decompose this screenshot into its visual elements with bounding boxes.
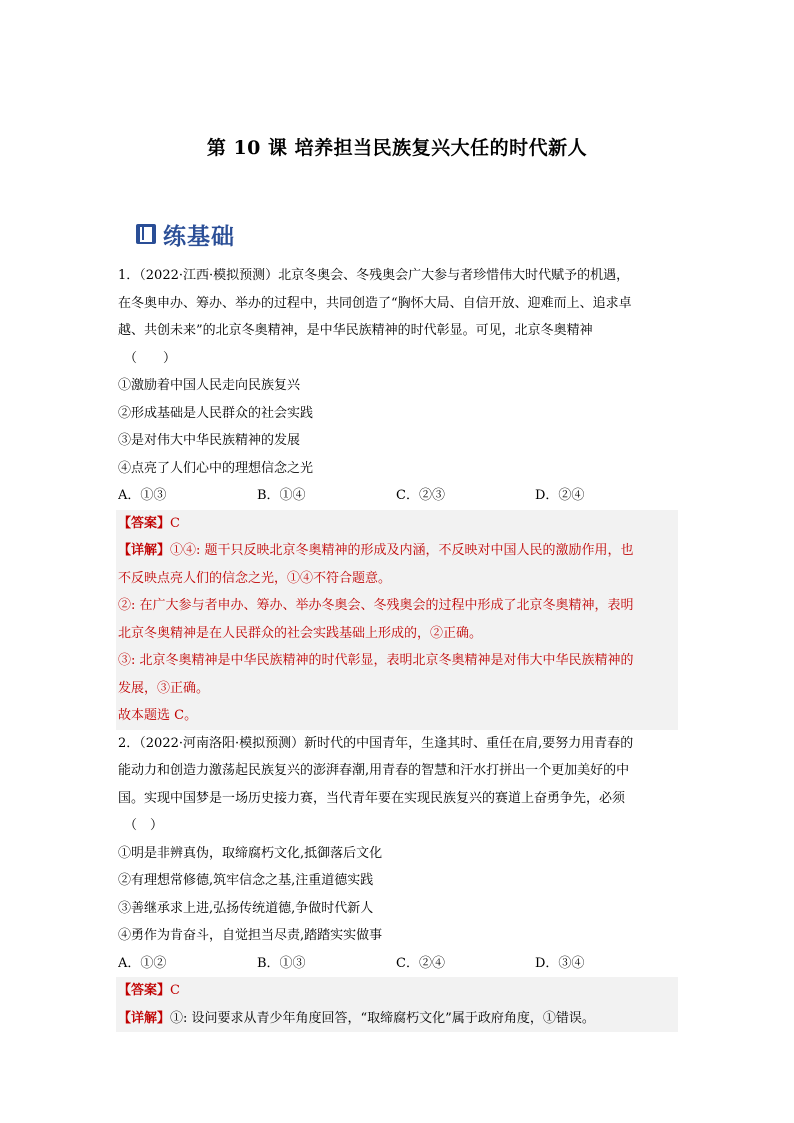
option-c[interactable]: C．②③ <box>396 488 445 503</box>
page-title: 第 10 课 培养担当民族复兴大任的时代新人 <box>206 137 588 159</box>
book-icon <box>135 223 157 245</box>
choice-options <box>118 482 676 510</box>
option-a[interactable]: A．①② <box>118 955 167 971</box>
statement-item: ②有理想常修德,筑牢信念之基,注重道德实践 <box>118 873 374 888</box>
statement-item: ②形成基础是人民群众的社会实践 <box>118 405 314 421</box>
choice-options <box>118 950 676 978</box>
answer-tag: 【答案】 <box>118 983 171 998</box>
explanation-line: ③: 北京冬奥精神是中华民族精神的时代彰显，表明北京冬奥精神是对伟大中华民族精神的 <box>118 653 634 668</box>
explanation-tag: 【详解】 <box>118 1010 171 1026</box>
question-2 <box>118 730 676 1033</box>
question-stem-line: 国。实现中国梦是一场历史接力赛，当代青年要在实现民族复兴的赛道上奋勇争先，必须 <box>118 790 626 806</box>
question-stem-line: 1．（2022·江西·模拟预测）北京冬奥会、冬残奥会广大参与者珍惜伟大时代赋予的机遇， <box>118 268 630 283</box>
answer-blank: （ ） <box>124 350 177 366</box>
answer-explanation-block <box>116 510 678 730</box>
statement-item: ③善继承求上进,弘扬传统道德,争做时代新人 <box>118 900 374 916</box>
explanation-line <box>118 1005 678 1033</box>
question-1 <box>118 262 676 730</box>
option-c[interactable]: C．②④ <box>396 955 445 971</box>
question-stem-line: 2．（2022·河南洛阳·模拟预测）新时代的中国青年，生逢其时、重任在肩,要努力用青春的 <box>118 735 634 751</box>
explanation-text: ①④: 题干只反映北京冬奥精神的形成及内涵，不反映对中国人民的激励作用，也 <box>170 543 634 558</box>
statement-item: ①激励着中国人民走向民族复兴 <box>118 378 301 393</box>
question-stem-line: 能动力和创造力激荡起民族复兴的澎湃春潮,用青春的智慧和汗水打拼出一个更加美好的中 <box>118 763 630 778</box>
answer-value: C <box>170 515 180 531</box>
explanation-line <box>118 537 678 565</box>
section-title: 练基础 <box>163 223 235 250</box>
explanation-tag: 【详解】 <box>118 543 171 558</box>
explanation-line: 不反映点亮人们的信念之光，①④不符合题意。 <box>118 570 392 586</box>
option-d[interactable]: D．②④ <box>535 488 585 503</box>
question-stem-line: 越、共创未来”的北京冬奥精神，是中华民族精神的时代彰显。可见，北京冬奥精神 <box>118 323 593 338</box>
conclusion-line: 故本题选 C。 <box>118 708 198 723</box>
question-stem-line: 在冬奥申办、筹办、举办的过程中，共同创造了“胸怀大局、自信开放、迎难而上、追求卓 <box>118 295 632 311</box>
statement-item: ①明是非辨真伪，取缔腐朽文化,抵御落后文化 <box>118 845 383 861</box>
answer-blank: （ ） <box>124 818 164 833</box>
option-a[interactable]: A．①③ <box>118 488 167 503</box>
answer-line <box>118 510 678 538</box>
section-header <box>135 218 235 250</box>
answer-line <box>118 977 678 1005</box>
explanation-line: 发展，③正确。 <box>118 680 210 696</box>
statement-item: ③是对伟大中华民族精神的发展 <box>118 433 301 448</box>
explanation-line: 北京冬奥精神是在人民群众的社会实践基础上形成的，②正确。 <box>118 625 483 641</box>
answer-value: C <box>170 983 180 998</box>
option-b[interactable]: B．①③ <box>257 955 306 971</box>
explanation-text: ①: 设问要求从青少年角度回答，“取缔腐朽文化”属于政府角度，①错误。 <box>170 1010 595 1026</box>
answer-tag: 【答案】 <box>118 515 171 531</box>
option-d[interactable]: D．③④ <box>535 955 585 971</box>
explanation-line: ②: 在广大参与者申办、筹办、举办冬奥会、冬残奥会的过程中形成了北京冬奥精神，表明 <box>118 598 634 613</box>
answer-explanation-block <box>116 977 678 1032</box>
question-list <box>118 262 676 1032</box>
option-b[interactable]: B．①④ <box>257 488 306 503</box>
statement-item: ④点亮了人们心中的理想信念之光 <box>118 460 314 476</box>
statement-item: ④勇作为肯奋斗，自觉担当尽责,踏踏实实做事 <box>118 928 383 943</box>
